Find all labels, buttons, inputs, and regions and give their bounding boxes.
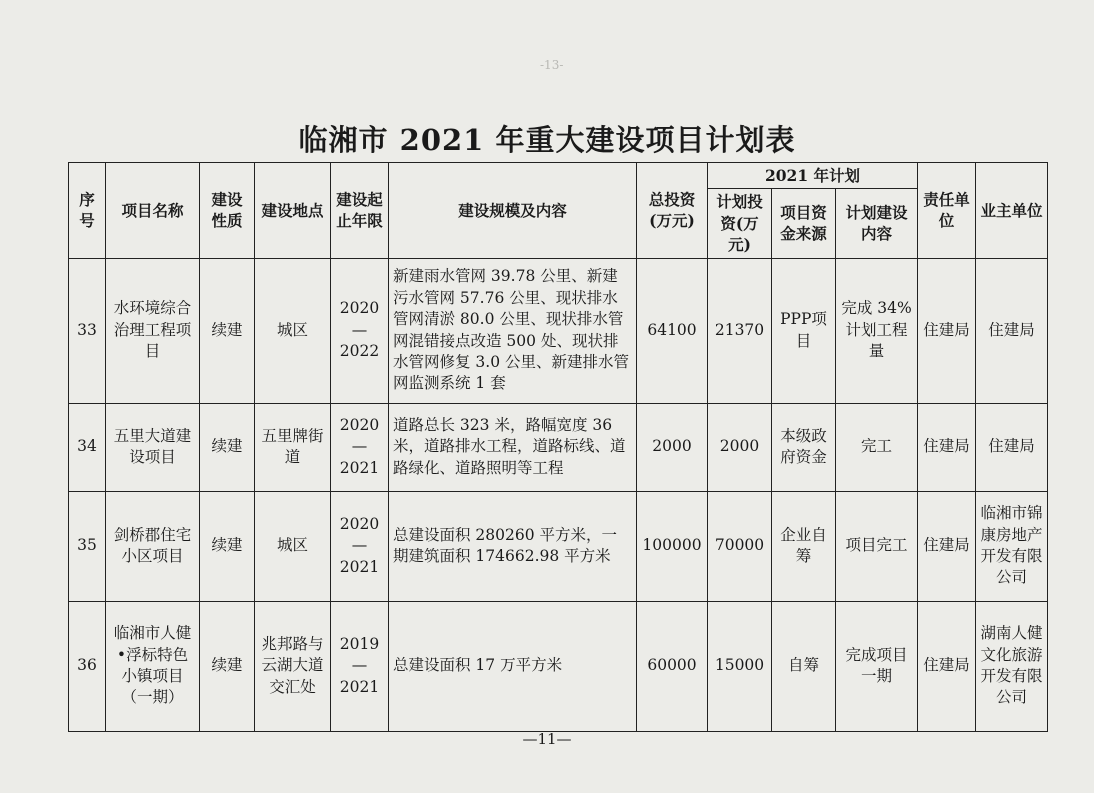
cell-fund-source: PPP项目 [772, 258, 836, 403]
header-plan-invest: 计划投资(万元) [708, 189, 772, 258]
header-plan-content: 计划建设内容 [836, 189, 918, 258]
cell-plan-invest: 2000 [708, 403, 772, 491]
cell-location: 兆邦路与云湖大道交汇处 [255, 601, 331, 731]
cell-total: 60000 [637, 601, 708, 731]
cell-total: 64100 [637, 258, 708, 403]
header-nature: 建设性质 [200, 163, 255, 259]
header-scope: 建设规模及内容 [389, 163, 637, 259]
cell-name: 临湘市人健•浮标特色小镇项目（一期） [106, 601, 200, 731]
cell-nature: 续建 [200, 491, 255, 601]
cell-scope: 新建雨水管网 39.78 公里、新建污水管网 57.76 公里、现状排水管网清淤 80.0 公里、现状排水管网混错接点改造 500 处、现状排水管网修复 3.0 公里、新建排水管网监测系统 1 套 [389, 258, 637, 403]
cell-seq: 36 [69, 601, 106, 731]
header-name: 项目名称 [106, 163, 200, 259]
project-table [68, 162, 1048, 732]
cell-responsible: 住建局 [918, 403, 976, 491]
cell-total: 2000 [637, 403, 708, 491]
header-period: 建设起止年限 [331, 163, 389, 259]
cell-location: 城区 [255, 491, 331, 601]
header-seq: 序号 [69, 163, 106, 259]
cell-seq: 35 [69, 491, 106, 601]
cell-period: 2020—2021 [331, 491, 389, 601]
cell-fund-source: 自筹 [772, 601, 836, 731]
cell-responsible: 住建局 [918, 258, 976, 403]
cell-plan-invest: 21370 [708, 258, 772, 403]
cell-fund-source: 企业自筹 [772, 491, 836, 601]
cell-owner: 临湘市锦康房地产开发有限公司 [976, 491, 1048, 601]
cell-name: 剑桥郡住宅小区项目 [106, 491, 200, 601]
cell-responsible: 住建局 [918, 601, 976, 731]
cell-location: 城区 [255, 258, 331, 403]
page-number: —11— [522, 730, 572, 748]
cell-scope: 道路总长 323 米，路幅宽度 36 米，道路排水工程，道路标线、道路绿化、道路照明等工程 [389, 403, 637, 491]
header-total: 总投资(万元) [637, 163, 708, 259]
cell-responsible: 住建局 [918, 491, 976, 601]
cell-nature: 续建 [200, 258, 255, 403]
cell-scope: 总建设面积 280260 平方米，一期建筑面积 174662.98 平方米 [389, 491, 637, 601]
table-row [69, 258, 1048, 403]
cell-location: 五里牌街道 [255, 403, 331, 491]
cell-nature: 续建 [200, 601, 255, 731]
cell-plan-content: 完成 34%计划工程量 [836, 258, 918, 403]
cell-name: 水环境综合治理工程项目 [106, 258, 200, 403]
cell-owner: 住建局 [976, 403, 1048, 491]
cell-period: 2020—2021 [331, 403, 389, 491]
header-plan-group: 2021 年计划 [708, 163, 918, 189]
cell-period: 2019—2021 [331, 601, 389, 731]
header-owner: 业主单位 [976, 163, 1048, 259]
cell-owner: 湖南人健文化旅游开发有限公司 [976, 601, 1048, 731]
cell-period: 2020—2022 [331, 258, 389, 403]
faint-page-number: -13- [540, 58, 564, 72]
cell-plan-content: 项目完工 [836, 491, 918, 601]
page-title: 临湘市 2021 年重大建设项目计划表 [298, 123, 796, 157]
cell-total: 100000 [637, 491, 708, 601]
cell-plan-content: 完成项目一期 [836, 601, 918, 731]
cell-plan-invest: 70000 [708, 491, 772, 601]
table-row [69, 601, 1048, 731]
table-row [69, 491, 1048, 601]
cell-seq: 34 [69, 403, 106, 491]
cell-scope: 总建设面积 17 万平方米 [389, 601, 637, 731]
header-location: 建设地点 [255, 163, 331, 259]
header-responsible: 责任单位 [918, 163, 976, 259]
cell-plan-invest: 15000 [708, 601, 772, 731]
table-row [69, 403, 1048, 491]
cell-seq: 33 [69, 258, 106, 403]
header-fund-source: 项目资金来源 [772, 189, 836, 258]
cell-plan-content: 完工 [836, 403, 918, 491]
cell-fund-source: 本级政府资金 [772, 403, 836, 491]
cell-owner: 住建局 [976, 258, 1048, 403]
cell-nature: 续建 [200, 403, 255, 491]
cell-name: 五里大道建设项目 [106, 403, 200, 491]
